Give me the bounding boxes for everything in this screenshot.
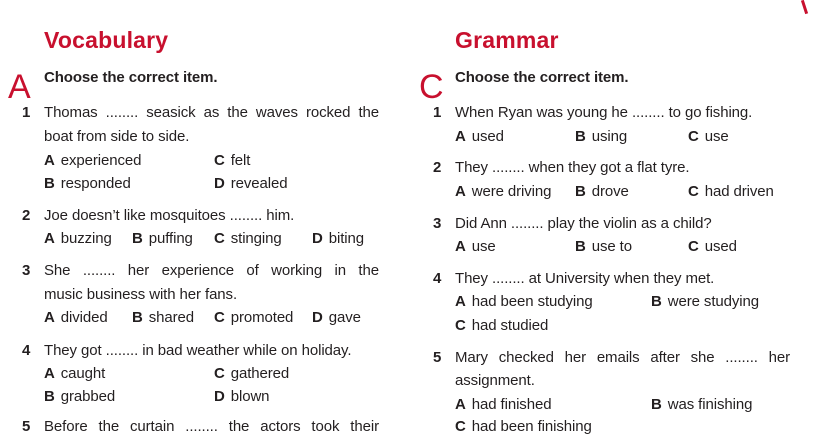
question-number: 4 (433, 270, 442, 287)
question-number: 1 (22, 104, 31, 121)
question-number: 3 (22, 262, 31, 279)
question-text: Before the curtain ........ the actors took their (44, 418, 379, 435)
option-item[interactable]: C stinging (214, 230, 282, 247)
question-text-continued: assignment. (455, 372, 535, 389)
option-item[interactable]: A were driving (455, 183, 552, 200)
option-item[interactable]: B grabbed (44, 388, 116, 405)
option-item[interactable]: D biting (312, 230, 364, 247)
question-text-continued: music business with her fans. (44, 286, 238, 303)
option-item[interactable]: D gave (312, 309, 361, 326)
question-text: They got ........ in bad weather while on holiday. (44, 342, 352, 359)
question-number: 2 (22, 207, 31, 224)
exercise-letter-a: A (8, 68, 31, 106)
option-item[interactable]: A caught (44, 365, 106, 382)
option-item[interactable]: B responded (44, 175, 131, 192)
vocabulary-heading: Vocabulary (44, 27, 169, 53)
option-item[interactable]: B were studying (651, 293, 759, 310)
grammar-instruction: Choose the correct item. (455, 69, 629, 86)
corner-decoration (801, 0, 808, 14)
question-text: They ........ when they got a flat tyre. (455, 159, 690, 176)
question-number: 3 (433, 215, 442, 232)
option-item[interactable]: C had driven (688, 183, 774, 200)
question-text: They ........ at University when they met. (455, 270, 715, 287)
question-text: Mary checked her emails after she ........ her (455, 349, 790, 366)
option-item[interactable]: A divided (44, 309, 108, 326)
option-item[interactable]: A buzzing (44, 230, 112, 247)
option-item[interactable]: B was finishing (651, 396, 753, 413)
option-item[interactable]: B drove (575, 183, 629, 200)
question-text-continued: boat from side to side. (44, 128, 190, 145)
question-number: 4 (22, 342, 31, 359)
option-item[interactable]: A had been studying (455, 293, 593, 310)
option-item[interactable]: A used (455, 128, 504, 145)
option-item[interactable]: A use (455, 238, 496, 255)
option-item[interactable]: B shared (132, 309, 194, 326)
question-text: Thomas ........ seasick as the waves rocked the (44, 104, 379, 121)
option-item[interactable]: C promoted (214, 309, 294, 326)
option-item[interactable]: B puffing (132, 230, 193, 247)
exercise-letter-c: C (419, 68, 444, 106)
vocabulary-instruction: Choose the correct item. (44, 69, 218, 86)
question-text: Joe doesn’t like mosquitoes ........ him. (44, 207, 295, 224)
option-item[interactable]: C had studied (455, 317, 549, 334)
option-item[interactable]: C used (688, 238, 737, 255)
option-item[interactable]: B using (575, 128, 628, 145)
option-item[interactable]: A had finished (455, 396, 552, 413)
question-text: Did Ann ........ play the violin as a child? (455, 215, 712, 232)
option-item[interactable]: C use (688, 128, 729, 145)
option-item[interactable]: A experienced (44, 152, 142, 169)
option-item[interactable]: C gathered (214, 365, 290, 382)
option-item[interactable]: C had been finishing (455, 418, 592, 435)
question-text: She ........ her experience of working in the (44, 262, 379, 279)
option-item[interactable]: B use to (575, 238, 632, 255)
question-number: 5 (22, 418, 31, 435)
option-item[interactable]: D revealed (214, 175, 288, 192)
grammar-heading: Grammar (455, 27, 559, 53)
question-number: 1 (433, 104, 442, 121)
option-item[interactable]: D blown (214, 388, 270, 405)
question-text: When Ryan was young he ........ to go fishing. (455, 104, 753, 121)
question-number: 5 (433, 349, 442, 366)
question-number: 2 (433, 159, 442, 176)
option-item[interactable]: C felt (214, 152, 251, 169)
